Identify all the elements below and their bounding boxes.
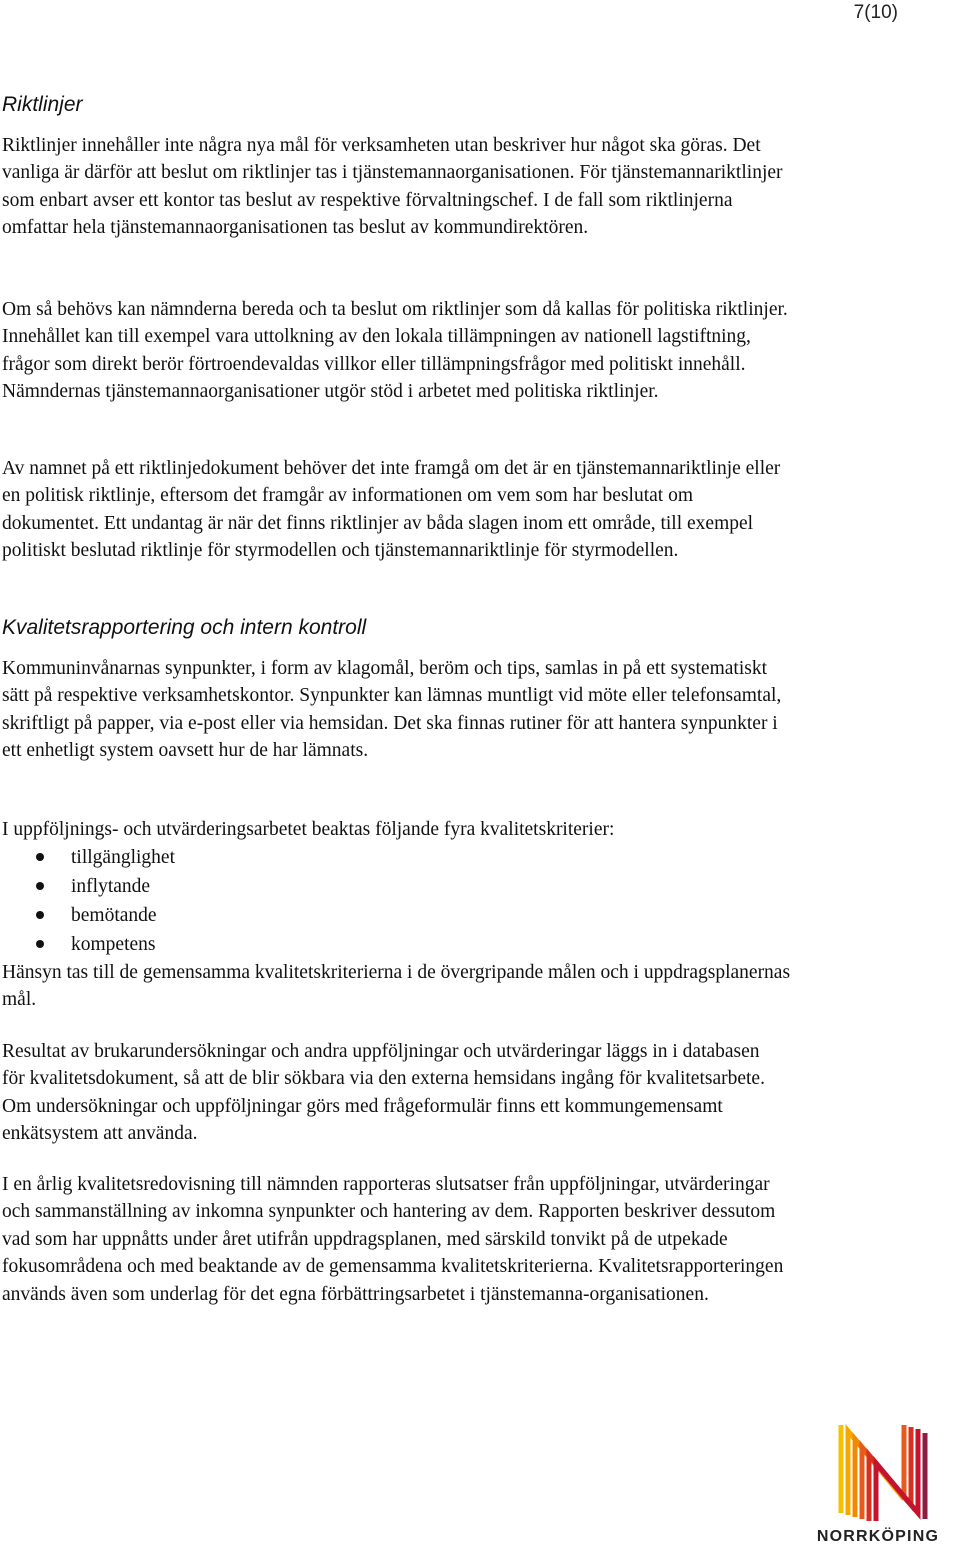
bullet-icon (36, 911, 44, 919)
paragraph: Resultat av brukarundersökningar och andra uppföljningar och utvärderingar läggs in i databasen för kvalitetsdokument, så att de blir sökbara via den externa hemsidans ingång för kvalitetsarbete. Om undersökningar och uppföljningar görs med frågeformulär finns ett kommungemensamt enkätsystem att använda. (2, 1041, 765, 1145)
bullet-icon (36, 882, 44, 890)
paragraph: I en årlig kvalitetsredovisning till nämnden rapporteras slutsatser från uppföljningar, utvärderingar och sammanställning av inkomna synpunkter och hantering av dem. Rapporten beskriver dessutom vad som har uppnåtts under året utifrån uppdragsplanen, med särskild tonvikt på de utpekade fokusområdena och med beaktande av de gemensamma kvalitetskriterierna. Kvalitetsrapporteringen används även som underlag för det egna förbättringsarbetet i tjänstemanna-organisationen. (2, 1174, 784, 1305)
paragraph: Om så behövs kan nämnderna bereda och ta beslut om riktlinjer som då kallas för politiska riktlinjer. Innehållet kan till exempel vara uttolkning av den lokala tillämpningen av nationell lagstiftning, frågor som direkt berör förtroendevaldas villkor eller tillämpningsfrågor med politiskt innehåll. Nämndernas tjänstemannaorganisationer utgör stöd i arbetet med politiska riktlinjer. (2, 299, 788, 403)
list-item: inflytande (0, 872, 175, 901)
paragraph: Riktlinjer innehåller inte några nya mål för verksamheten utan beskriver hur något ska göras. Det vanliga är därför att beslut om riktlinjer tas i tjänstemannaorganisationen. För tjänstemannariktlinjer som enbart avser ett kontor tas beslut av respektive förvaltningschef. I de fall som riktlinjerna omfattar hela tjänstemannaorganisationen tas beslut av kommundirektören. (2, 135, 783, 239)
paragraph: Av namnet på ett riktlinjedokument behöver det inte framgå om det är en tjänstemannariktlinje eller en politisk riktlinje, eftersom det framgår av informationen om vem som har beslutat om dokumentet. Ett undantag är när det finns riktlinjer av båda slagen inom ett område, till exempel politiskt beslutad riktlinje för styrmodellen och tjänstemannariktlinje för styrmodellen. (2, 458, 781, 562)
list-item: bemötande (0, 901, 175, 930)
list-item: tillgänglighet (0, 843, 175, 872)
section-heading-riktlinjer: Riktlinjer (2, 93, 83, 116)
list-item: kompetens (0, 930, 175, 959)
norrkoping-logo (808, 1415, 948, 1547)
bullet-icon (36, 940, 44, 948)
page-number: 7(10) (853, 2, 898, 23)
paragraph: Kommuninvånarnas synpunkter, i form av klagomål, beröm och tips, samlas in på ett systematiskt sätt på respektive verksamhetskontor. Synpunkter kan lämnas muntligt vid möte eller telefonsamtal, skriftligt på papper, via e-post eller via hemsidan. Det ska finnas rutiner för att hantera synpunkter i ett enhetligt system oavsett hur de har lämnats. (2, 658, 782, 762)
logo-text: NORRKÖPING (816, 1528, 940, 1545)
criteria-list (0, 843, 175, 959)
bullet-icon (36, 853, 44, 861)
paragraph: Hänsyn tas till de gemensamma kvalitetskriterierna i de övergripande målen och i uppdragsplanernas mål. (2, 962, 791, 1011)
norrkoping-logo-mark (808, 1415, 948, 1527)
section-heading-kvalitetsrapportering: Kvalitetsrapportering och intern kontroll (2, 616, 367, 639)
paragraph: I uppföljnings- och utvärderingsarbetet beaktas följande fyra kvalitetskriterier: (2, 819, 615, 840)
